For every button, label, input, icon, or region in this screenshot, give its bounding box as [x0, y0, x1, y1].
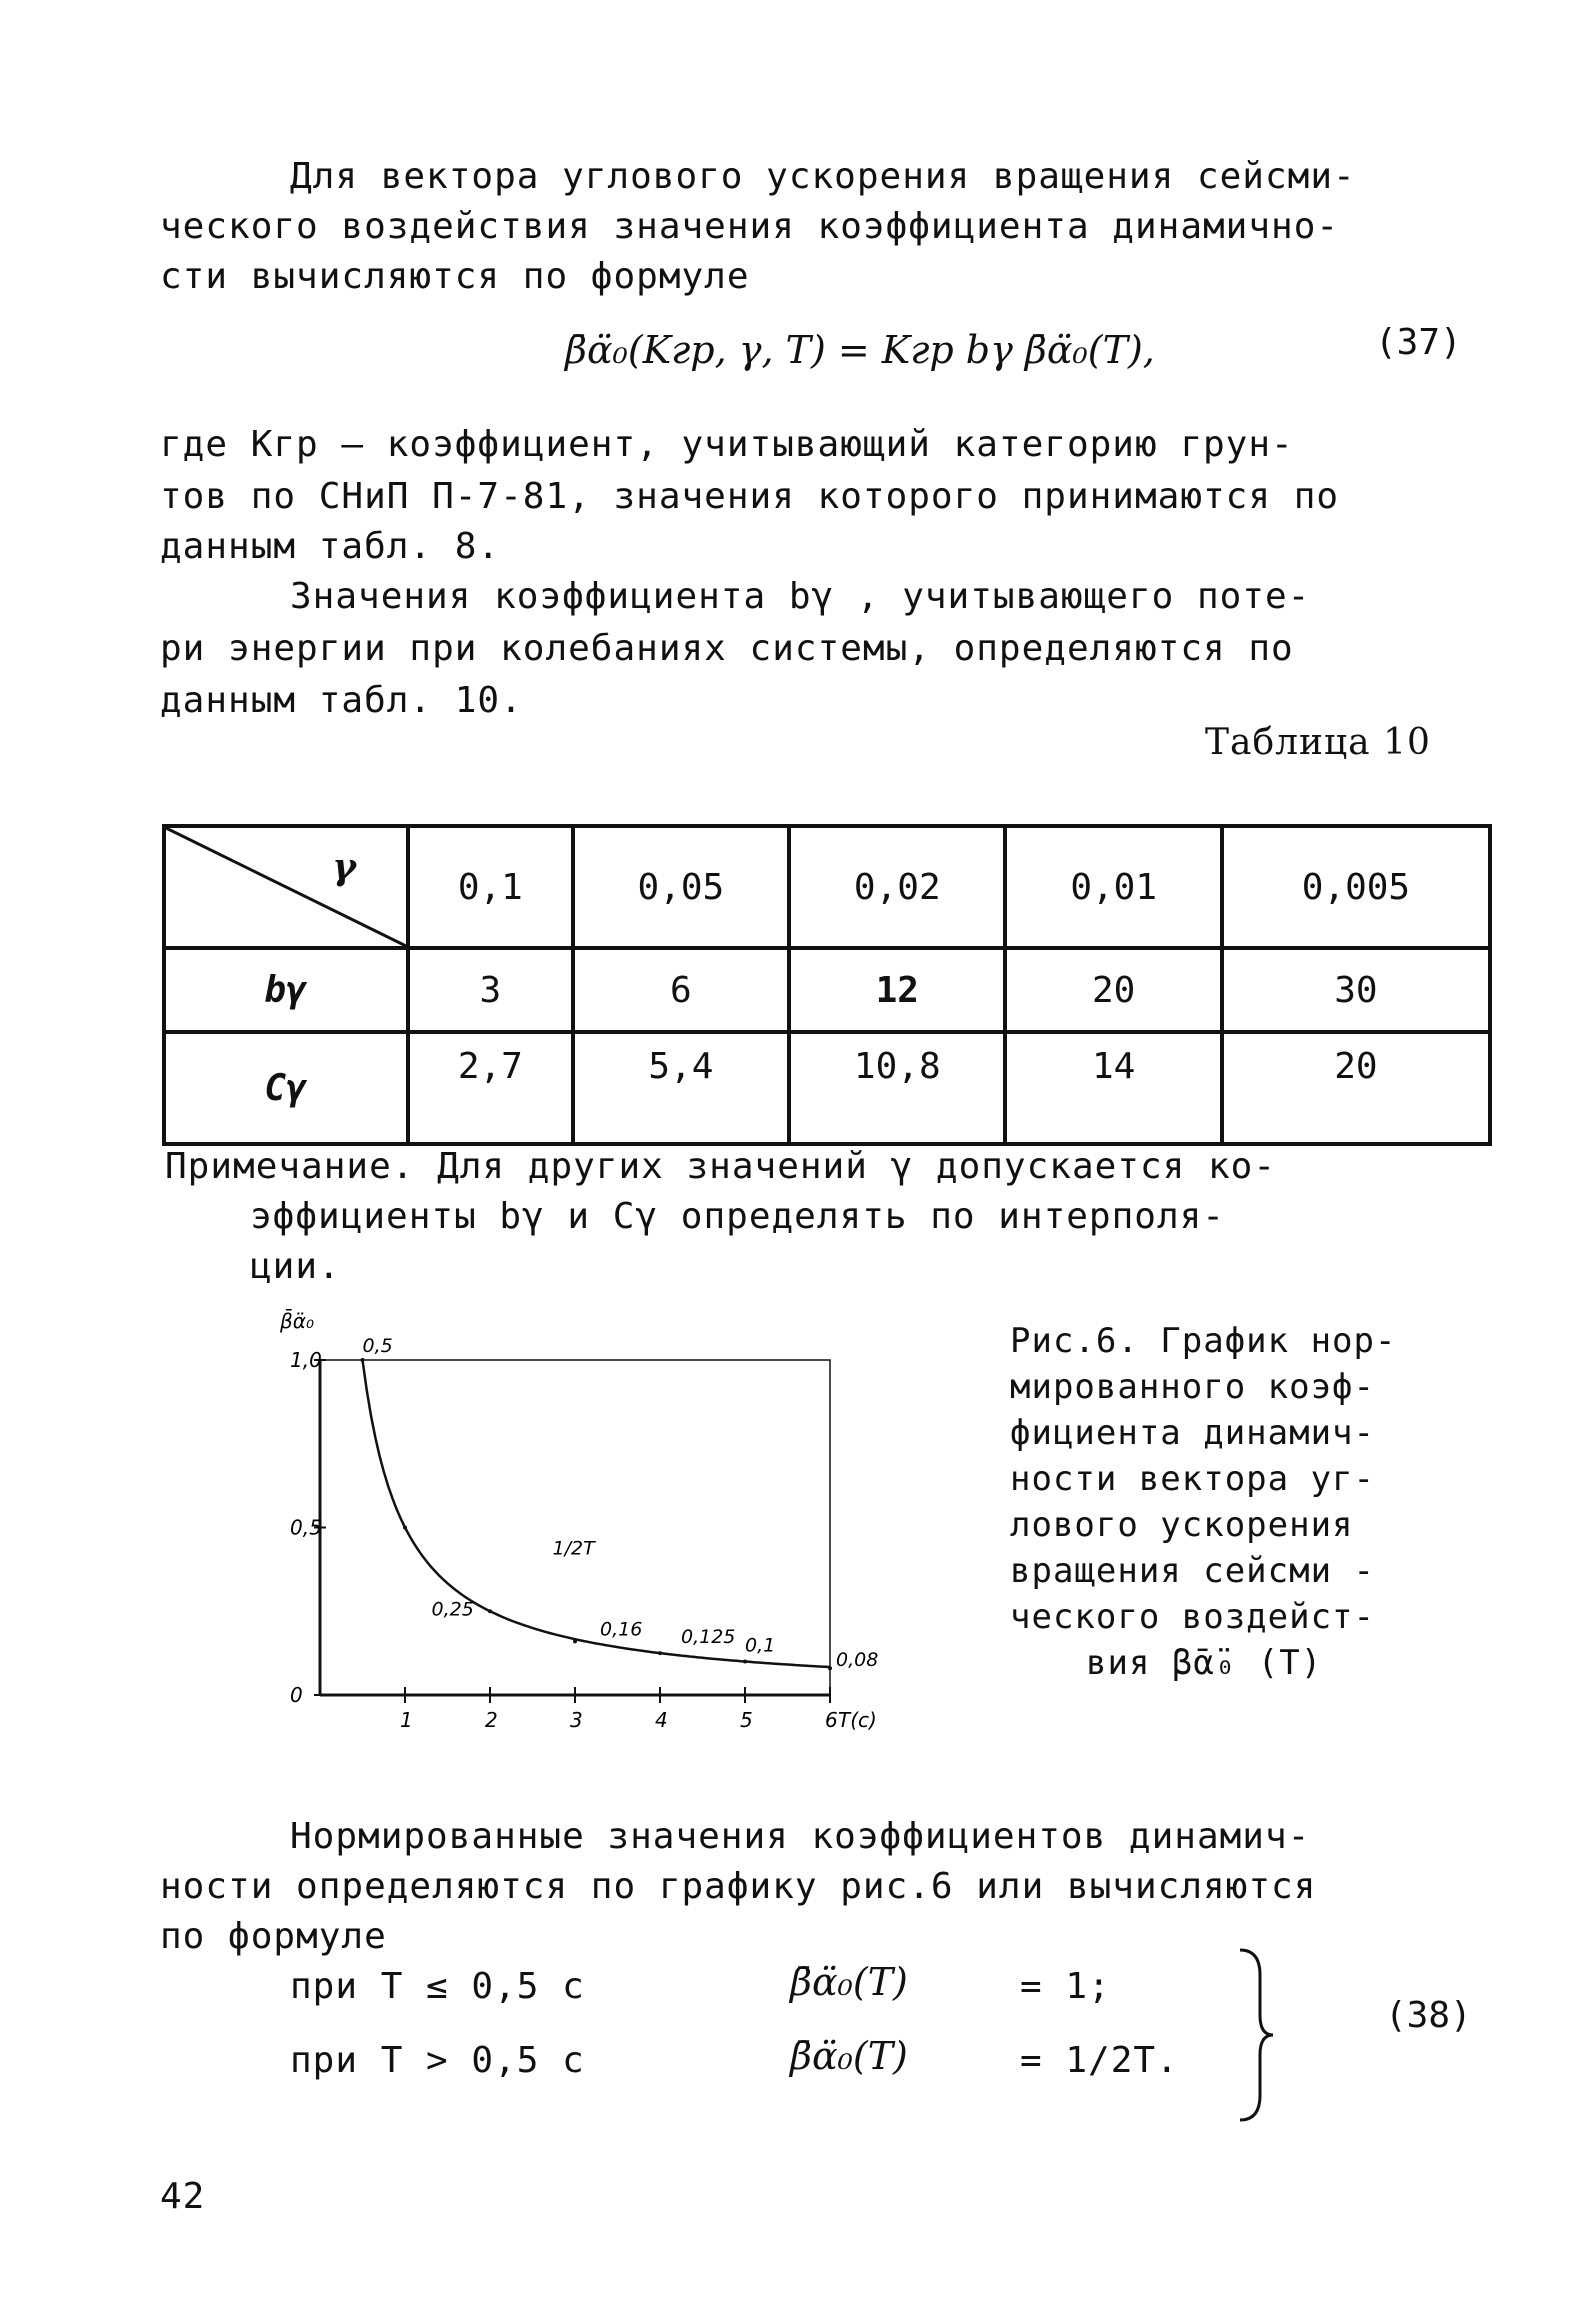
table-cell: 30: [1222, 948, 1490, 1032]
caption-line: вращения сейсми -: [1010, 1551, 1375, 1591]
formula-38-number: (38): [1385, 1995, 1472, 2036]
plot-area: [290, 1335, 878, 1732]
paragraph-4-line-3: по формуле: [160, 1916, 387, 1957]
right-brace: [1235, 1945, 1275, 2125]
caption-line: ности вектора уг-: [1010, 1459, 1375, 1499]
table-col-header: 0,1: [408, 826, 573, 948]
curve-value-label: 0,5: [362, 1335, 393, 1357]
caption-line: лового ускорения: [1010, 1505, 1354, 1545]
data-point: [361, 1358, 365, 1362]
formula-38-cond-2: при T > 0,5 с: [290, 2040, 585, 2081]
y-tick-label: 0,5: [290, 1515, 322, 1540]
data-point: [403, 1526, 407, 1530]
x-tick-label: 4: [655, 1708, 668, 1732]
data-point: [658, 1651, 662, 1655]
paragraph-4-line-1: Нормированные значения коэффициентов динамич-: [290, 1816, 1311, 1857]
table-cell: 5,4: [573, 1032, 789, 1144]
caption-line: ческого воздейст-: [1010, 1597, 1375, 1637]
table-row-label: bγ: [164, 948, 408, 1032]
table-cell: 2,7: [408, 1032, 573, 1144]
table-cell: 3: [408, 948, 573, 1032]
data-point: [743, 1660, 747, 1664]
data-point: [488, 1609, 492, 1613]
paragraph-1-line-1: Для вектора углового ускорения вращения сейсми-: [290, 156, 1356, 197]
table-col-header: 0,01: [1005, 826, 1221, 948]
table-col-header: 0,02: [789, 826, 1005, 948]
table-10: [162, 824, 1492, 1146]
caption-line: Рис.6. График нор-: [1010, 1321, 1397, 1361]
x-tick-label: 6: [825, 1708, 838, 1732]
note-line-2: эффициенты bγ и Cγ определять по интерполя-: [250, 1196, 1225, 1237]
curve-value-label: 0,08: [836, 1649, 879, 1672]
x-axis-label: T(c): [838, 1708, 877, 1732]
paragraph-1-line-2: ческого воздействия значения коэффициента динамично-: [160, 206, 1340, 247]
paragraph-3-line-1: Значения коэффициента bγ , учитывающего поте-: [290, 576, 1311, 617]
table-cell: 10,8: [789, 1032, 1005, 1144]
paragraph-2-line-1: где Kгр – коэффициент, учитывающий категорию грун-: [160, 424, 1294, 465]
caption-line: вия β̄α̈₀ (T): [1086, 1643, 1323, 1683]
formula-38-lhs-2: β̄α̈₀(T): [790, 2034, 908, 2078]
y-axis-label: β̄α̈₀: [280, 1309, 314, 1333]
formula-38-cond-1: при T ≤ 0,5 с: [290, 1966, 585, 2007]
x-tick-label: 2: [485, 1708, 498, 1732]
table-cell: 6: [573, 948, 789, 1032]
curve-value-label: 0,1: [745, 1634, 776, 1657]
page-number: 42: [160, 2176, 206, 2217]
y-tick-label: 1,0: [290, 1348, 322, 1372]
formula-38-rhs-2: = 1/2T.: [1020, 2040, 1179, 2081]
note-line-1: Примечание. Для других значений γ допускается ко-: [165, 1146, 1277, 1187]
figure-6-chart: [270, 1300, 879, 1740]
curve-value-label: 1/2T: [552, 1537, 595, 1560]
table-cell: 20: [1005, 948, 1221, 1032]
table-cell: 12: [789, 948, 1005, 1032]
caption-line: фициента динамич-: [1010, 1413, 1375, 1453]
table-row-label: Cγ: [164, 1032, 408, 1144]
table-corner-cell: [164, 826, 408, 948]
curve-line: [363, 1360, 831, 1667]
paragraph-2-line-3: данным табл. 8.: [160, 526, 501, 567]
curve-value-label: 0,16: [600, 1618, 643, 1641]
y-tick-label: 0: [290, 1683, 303, 1707]
x-tick-label: 5: [740, 1708, 753, 1732]
note-line-3: ции.: [250, 1246, 341, 1287]
table-cell: 14: [1005, 1032, 1221, 1144]
formula-38-rhs-1: = 1;: [1020, 1966, 1111, 2007]
paragraph-4-line-2: ности определяются по графику рис.6 или вычисляются: [160, 1866, 1317, 1907]
table-cell: 20: [1222, 1032, 1490, 1144]
formula-37: β̄α̈₀(Kгр, γ, T) = Kгр bγ β̄α̈₀(T),: [565, 328, 1155, 372]
data-point: [573, 1639, 577, 1643]
paragraph-3-line-3: данным табл. 10.: [160, 680, 523, 721]
x-tick-label: 3: [570, 1708, 583, 1732]
x-tick-label: 1: [400, 1708, 413, 1732]
paragraph-1-line-3: сти вычисляются по формуле: [160, 256, 750, 297]
table-header-row: [164, 826, 1490, 948]
table-10-title: Таблица 10: [1205, 722, 1431, 763]
caption-line: мированного коэф-: [1010, 1367, 1375, 1407]
table-col-header: 0,05: [573, 826, 789, 948]
formula-37-number: (37): [1375, 322, 1462, 363]
table-row: [164, 948, 1490, 1032]
formula-38-lhs-1: β̄α̈₀(T): [790, 1960, 908, 2004]
chart-svg: [270, 1300, 879, 1740]
paragraph-2-line-2: тов по СНиП П-7-81, значения которого принимаются по: [160, 476, 1340, 517]
diagonal-line: [166, 828, 406, 946]
header-gamma-symbol: γ: [332, 846, 356, 888]
curve-value-label: 0,125: [681, 1626, 736, 1649]
table-row: [164, 1032, 1490, 1144]
figure-6-caption: [1010, 1318, 1396, 1686]
data-point: [828, 1666, 832, 1670]
paragraph-3-line-2: ри энергии при колебаниях системы, определяются по: [160, 628, 1294, 669]
curve-value-label: 0,25: [431, 1598, 474, 1621]
table-col-header: 0,005: [1222, 826, 1490, 948]
